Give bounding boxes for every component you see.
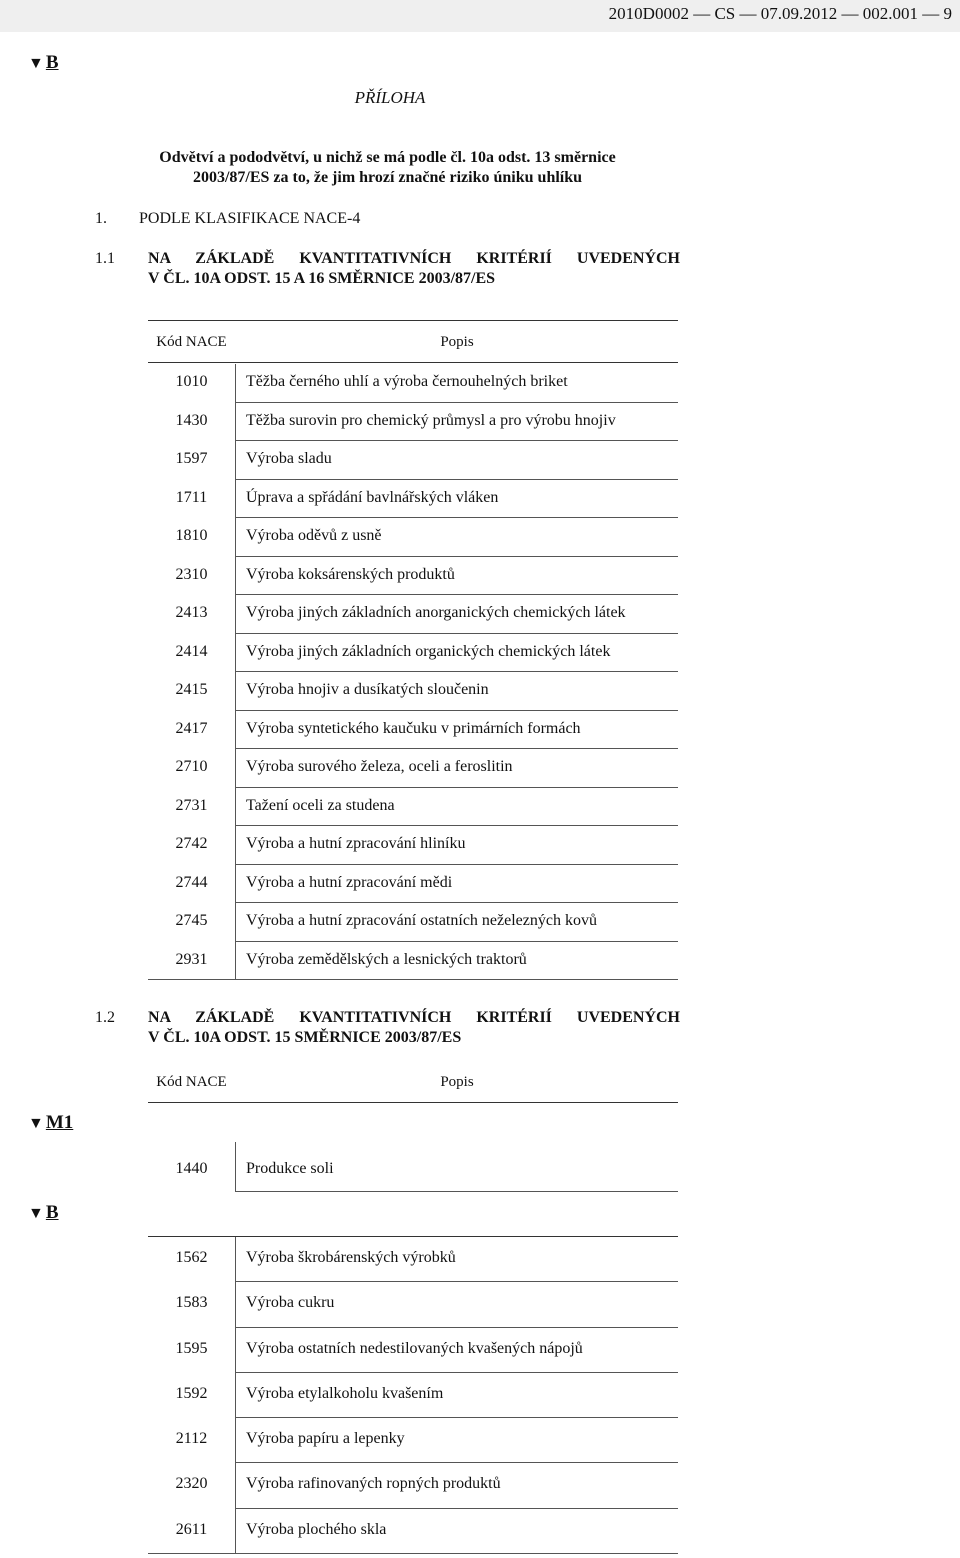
nace-code: 2744 <box>175 873 208 891</box>
table1-top-rule <box>148 320 678 321</box>
nace-code: 1440 <box>175 1160 208 1177</box>
table-row <box>148 749 678 788</box>
nace-code: 1597 <box>175 450 208 467</box>
table-row <box>148 942 678 981</box>
nace-code: 2415 <box>175 681 208 698</box>
column-divider <box>235 1418 236 1463</box>
nace-code: 2413 <box>175 604 208 621</box>
marker-code: B <box>45 52 59 73</box>
marker-code: M1 <box>45 1112 74 1133</box>
column-divider <box>235 1373 236 1418</box>
table-row <box>148 865 678 904</box>
nace-description: Výroba etylalkoholu kvašením <box>246 1384 444 1402</box>
table-row <box>148 672 678 711</box>
table-row <box>148 1142 678 1192</box>
column-divider <box>235 595 236 634</box>
section-1-1-line1: NA ZÁKLADĚ KVANTITATIVNÍCH KRITÉRIÍ UVEDENÝCH <box>148 250 680 267</box>
nace-code: 2417 <box>175 719 208 737</box>
column-divider <box>235 1509 236 1554</box>
section-1-text: PODLE KLASIFIKACE NACE-4 <box>139 210 361 227</box>
column-divider <box>235 749 236 788</box>
nace-description: Výroba a hutní zpracování hliníku <box>246 835 466 852</box>
nace-description: Výroba ostatních nedestilovaných kvašených nápojů <box>246 1339 583 1357</box>
nace-description: Tažení oceli za studena <box>246 796 395 814</box>
table-row <box>148 441 678 480</box>
nace-code: 2731 <box>175 796 208 814</box>
nace-code: 1711 <box>175 488 208 506</box>
section-1-2-line2: V ČL. 10A ODST. 15 SMĚRNICE 2003/87/ES <box>148 1029 462 1046</box>
marker-code: B <box>45 1202 59 1223</box>
section-1-2-line1: NA ZÁKLADĚ KVANTITATIVNÍCH KRITÉRIÍ UVEDENÝCH <box>148 1009 680 1026</box>
triangle-down-icon: ▼ <box>28 1115 44 1132</box>
table2-header <box>148 1062 678 1102</box>
nace-code: 2112 <box>175 1430 208 1448</box>
nace-description: Výroba cukru <box>246 1294 335 1312</box>
section-1 <box>95 210 360 228</box>
section-1-2-number: 1.2 <box>95 1009 115 1026</box>
column-divider <box>235 672 236 711</box>
table-row <box>148 1237 678 1282</box>
column-divider <box>235 441 236 480</box>
document-title-line1: Odvětví a pododvětví, u nichž se má podle čl. 10a odst. 13 směrnice <box>159 149 616 166</box>
table-row <box>148 1418 678 1463</box>
table1-body <box>148 364 678 980</box>
column-divider <box>235 1282 236 1327</box>
row-divider <box>148 979 678 980</box>
column-divider <box>235 364 236 403</box>
nace-description: Výroba a hutní zpracování mědi <box>246 873 453 891</box>
triangle-down-icon: ▼ <box>28 55 44 72</box>
page-header <box>0 0 960 32</box>
column-divider <box>235 903 236 942</box>
nace-description: Výroba a hutní zpracování ostatních neželezných kovů <box>246 912 597 929</box>
table-row <box>148 1463 678 1508</box>
column-divider <box>235 942 236 981</box>
table1-header-code: Kód NACE <box>156 334 227 350</box>
nace-code: 1810 <box>175 527 208 544</box>
column-divider <box>235 634 236 673</box>
annex-title: PŘÍLOHA <box>354 88 426 107</box>
table-row <box>148 480 678 519</box>
nace-description: Úprava a spřádání bavlnářských vláken <box>246 488 499 506</box>
nace-description: Výroba škrobárenských výrobků <box>246 1249 456 1266</box>
marker-m1 <box>28 1112 73 1134</box>
document-title <box>95 148 680 188</box>
table-row <box>148 711 678 750</box>
nace-code: 1430 <box>175 411 208 429</box>
document-title-line2: 2003/87/ES za to, že jim hrozí značné riziko úniku uhlíku <box>192 169 583 186</box>
nace-description: Výroba papíru a lepenky <box>246 1430 405 1448</box>
header-reference: 2010D0002 — CS — 07.09.2012 — 002.001 — 9 <box>608 4 952 23</box>
table2-header-desc: Popis <box>440 1074 474 1090</box>
nace-code: 1010 <box>175 373 208 390</box>
table1-header-rule <box>148 362 678 363</box>
nace-description: Výroba sladu <box>246 450 332 467</box>
table2b-body <box>148 1237 678 1554</box>
column-divider <box>235 557 236 596</box>
column-divider <box>235 788 236 827</box>
table-row <box>148 518 678 557</box>
nace-description: Těžba černého uhlí a výroba černouhelných briket <box>246 373 568 390</box>
nace-description: Výroba syntetického kaučuku v primárních formách <box>246 719 581 737</box>
triangle-down-icon: ▼ <box>28 1205 44 1222</box>
section-1-1-number: 1.1 <box>95 250 115 267</box>
column-divider <box>235 1237 236 1282</box>
nace-code: 2611 <box>175 1520 208 1538</box>
nace-code: 2710 <box>175 758 208 775</box>
nace-description: Těžba surovin pro chemický průmysl a pro výrobu hnojiv <box>246 411 616 429</box>
nace-description: Výroba surového železa, oceli a feroslitin <box>246 758 513 775</box>
marker-b-bottom <box>28 1202 59 1224</box>
column-divider <box>235 1142 236 1192</box>
nace-description: Výroba plochého skla <box>246 1520 387 1538</box>
table2a-body <box>148 1142 678 1192</box>
table-row <box>148 1509 678 1554</box>
nace-code: 1592 <box>175 1384 208 1402</box>
column-divider <box>235 1328 236 1373</box>
table-row <box>148 403 678 442</box>
nace-description: Výroba hnojiv a dusíkatých sloučenin <box>246 681 489 698</box>
nace-code: 1595 <box>175 1339 208 1357</box>
nace-description: Výroba jiných základních organických chemických látek <box>246 642 611 660</box>
nace-code: 2414 <box>175 642 208 660</box>
row-divider <box>148 1553 678 1554</box>
column-divider <box>235 403 236 442</box>
nace-code: 1562 <box>175 1249 208 1266</box>
marker-b-top <box>28 52 59 74</box>
section-1-1-line2: V ČL. 10A ODST. 15 A 16 SMĚRNICE 2003/87/ES <box>148 270 496 287</box>
section-1-number: 1. <box>95 210 107 227</box>
table-row <box>148 788 678 827</box>
nace-description: Výroba zemědělských a lesnických traktorů <box>246 950 527 968</box>
column-divider <box>235 480 236 519</box>
table-row <box>148 595 678 634</box>
nace-code: 2745 <box>175 912 208 929</box>
table-row <box>148 1282 678 1327</box>
nace-description: Výroba oděvů z usně <box>246 527 382 544</box>
table2-header-code: Kód NACE <box>156 1074 227 1090</box>
table-row <box>148 557 678 596</box>
column-divider <box>235 518 236 557</box>
nace-code: 2931 <box>175 950 208 968</box>
table-row <box>148 1328 678 1373</box>
table-row <box>148 903 678 942</box>
nace-description: Výroba rafinovaných ropných produktů <box>246 1475 501 1493</box>
nace-code: 2320 <box>175 1475 208 1493</box>
table2-header-rule <box>148 1102 678 1103</box>
table-row <box>148 1373 678 1418</box>
table1-header <box>148 322 678 362</box>
table-row <box>148 364 678 403</box>
table-row <box>148 634 678 673</box>
column-divider <box>235 865 236 904</box>
column-divider <box>235 826 236 865</box>
table-row <box>148 826 678 865</box>
nace-description: Výroba jiných základních anorganických chemických látek <box>246 604 626 621</box>
table1-header-desc: Popis <box>440 334 474 350</box>
nace-code: 2310 <box>175 565 208 583</box>
column-divider <box>235 1463 236 1508</box>
column-divider <box>235 711 236 750</box>
nace-code: 2742 <box>175 835 208 852</box>
row-divider <box>236 1191 678 1192</box>
nace-description: Výroba koksárenských produktů <box>246 565 455 583</box>
nace-description: Produkce soli <box>246 1160 334 1177</box>
nace-code: 1583 <box>175 1294 208 1312</box>
